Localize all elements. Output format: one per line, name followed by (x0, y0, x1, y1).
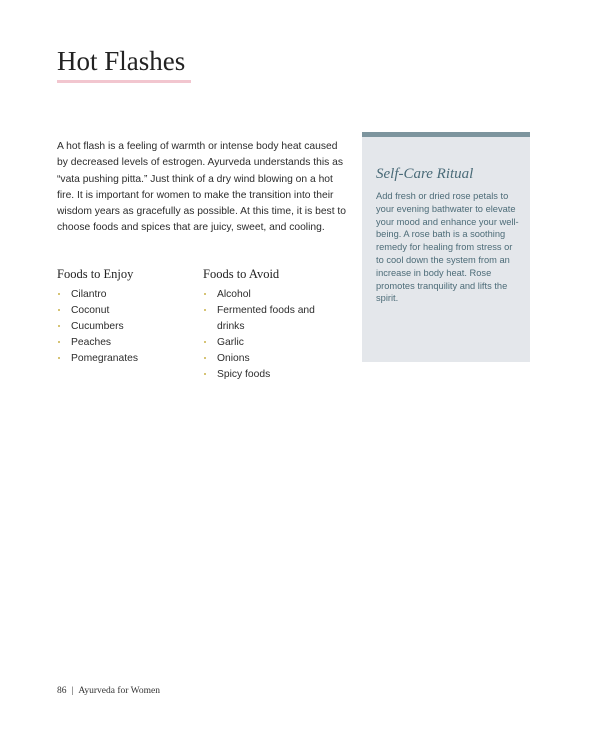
footer-separator: | (71, 686, 74, 696)
list-item (203, 335, 343, 351)
list-item (57, 335, 197, 351)
list-item (57, 287, 197, 303)
list-item (203, 351, 343, 367)
page-title: Hot Flashes (57, 46, 186, 76)
intro-paragraph: A hot flash is a feeling of warmth or intense body heat caused by decreased levels of estrogen. Ayurveda understands this as “vata pushing pitta.” Just think of a dry wind blowing on a hot fire. It is important for women to make the transition into their wisdom years as gracefully as possible. At this time, it is best to choose foods and spices that are juicy, sweet, and cooling. (57, 141, 347, 234)
list-item-text: Pomegranates (71, 353, 138, 364)
list-item-text: Coconut (71, 305, 110, 316)
bullet-icon (58, 293, 60, 295)
foods-to-avoid-list (203, 287, 343, 383)
bullet-icon (204, 357, 206, 359)
bullet-icon (58, 309, 60, 311)
page-number: 86 (57, 686, 67, 696)
list-item-text: Peaches (71, 337, 112, 348)
bullet-icon (204, 293, 206, 295)
bullet-icon (204, 373, 206, 375)
list-item-text: Fermented foods and drinks (217, 305, 315, 332)
title-underline (57, 80, 191, 83)
book-title: Ayurveda for Women (78, 686, 160, 696)
list-item-text: Alcohol (217, 289, 251, 300)
list-item (203, 287, 343, 303)
sidebar-text: Add fresh or dried rose petals to your evening bathwater to elevate your mood and enhance your well-being. A rose bath is a soothing remedy for healing from stress or to cool down the system from an increase in body heat. Rose promotes tranquility and lifts the spirit. (376, 191, 519, 304)
list-item-text: Garlic (217, 337, 244, 348)
foods-to-enjoy-section (57, 266, 197, 367)
page-footer (57, 685, 160, 697)
sidebar-heading: Self-Care Ritual (376, 166, 474, 182)
bullet-icon (204, 309, 206, 311)
foods-to-avoid-heading: Foods to Avoid (203, 267, 280, 281)
list-item-text: Cucumbers (71, 321, 124, 332)
list-item (203, 367, 343, 383)
list-item (57, 351, 197, 367)
list-item-text: Cilantro (71, 289, 107, 300)
list-item (57, 303, 197, 319)
foods-to-enjoy-list (57, 287, 197, 367)
foods-to-avoid-section (203, 266, 343, 383)
list-item-text: Onions (217, 353, 250, 364)
list-item (57, 319, 197, 335)
bullet-icon (58, 325, 60, 327)
bullet-icon (58, 341, 60, 343)
list-item-text: Spicy foods (217, 369, 271, 380)
list-item (203, 303, 343, 335)
foods-to-enjoy-heading: Foods to Enjoy (57, 267, 134, 281)
bullet-icon (58, 357, 60, 359)
bullet-icon (204, 341, 206, 343)
self-care-ritual-sidebar (362, 132, 530, 362)
